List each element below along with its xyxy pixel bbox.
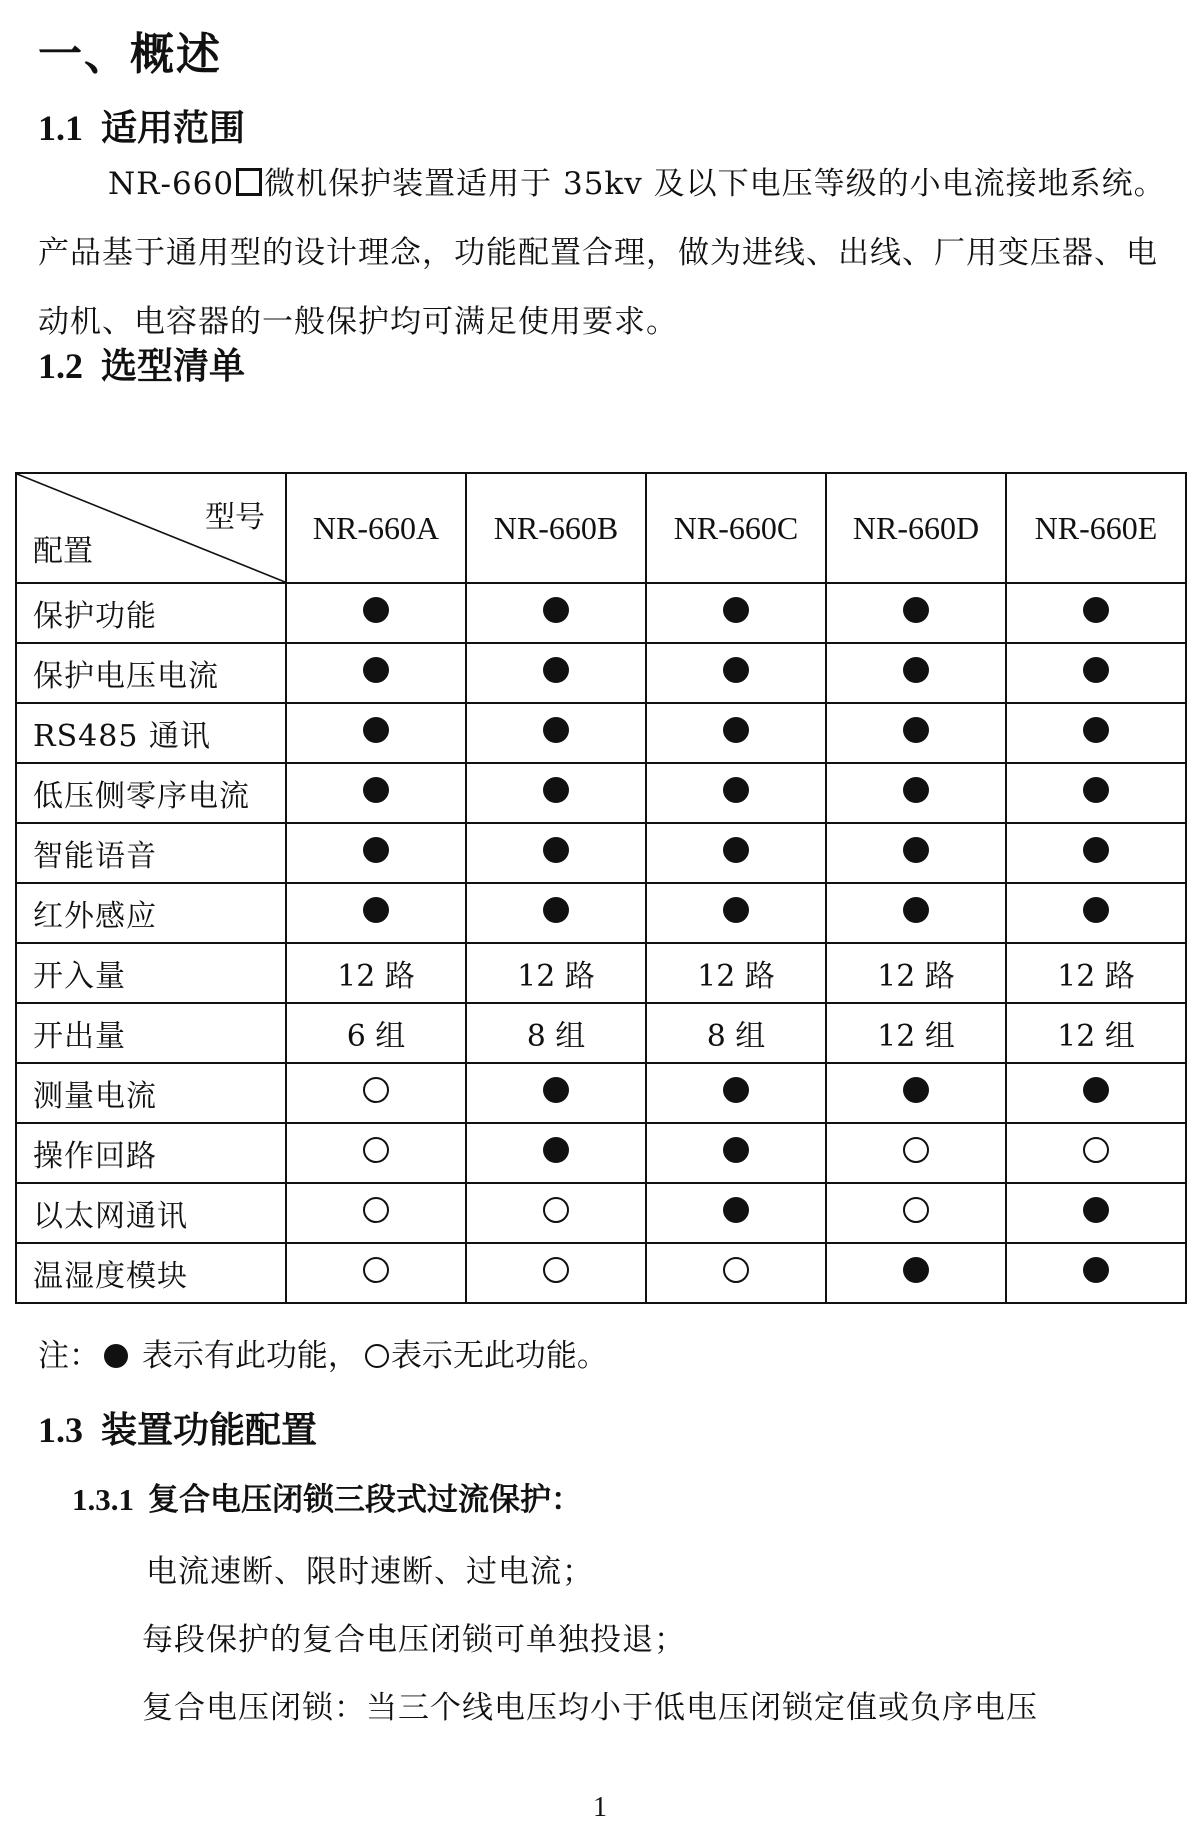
- filled-circle-icon: [903, 777, 929, 803]
- config-label: 开出量: [16, 1003, 286, 1063]
- status-cell: [826, 1123, 1006, 1183]
- status-cell: [1006, 763, 1186, 823]
- subsection-1-3-1-heading: [72, 1474, 582, 1519]
- value-cell: 8 组: [646, 1003, 826, 1063]
- table-row: [16, 643, 1186, 703]
- section-number: 1.1: [38, 108, 83, 148]
- status-cell: [466, 703, 646, 763]
- empty-circle-icon: [363, 1137, 389, 1163]
- table-row: [16, 943, 1186, 1003]
- value-cell: 12 路: [1006, 943, 1186, 1003]
- status-cell: [286, 763, 466, 823]
- body-line: 每段保护的复合电压闭锁可单独投退；: [142, 1622, 686, 1658]
- status-cell: [646, 763, 826, 823]
- status-cell: [466, 1183, 646, 1243]
- filled-circle-icon: [363, 777, 389, 803]
- chapter-title: 一、概述: [38, 29, 222, 80]
- value-cell: 12 组: [1006, 1003, 1186, 1063]
- table-row: [16, 823, 1186, 883]
- section-title: 适用范围: [101, 108, 246, 149]
- section-title: 选型清单: [101, 346, 246, 387]
- filled-circle-icon: [1083, 1197, 1109, 1223]
- note-filled-text: 表示有此功能，: [141, 1338, 359, 1374]
- filled-circle-icon: [363, 837, 389, 863]
- filled-circle-icon: [903, 897, 929, 923]
- table-row: [16, 1063, 1186, 1123]
- section-number: 1.2: [38, 346, 83, 386]
- status-cell: [286, 883, 466, 943]
- value-cell: 12 路: [286, 943, 466, 1003]
- empty-circle-icon: [543, 1197, 569, 1223]
- model-header: NR-660D: [826, 473, 1006, 583]
- config-label: 低压侧零序电流: [16, 763, 286, 823]
- status-cell: [646, 1243, 826, 1303]
- filled-circle-icon: [543, 1077, 569, 1103]
- filled-circle-icon: [1083, 657, 1109, 683]
- note-empty-text: 表示无此功能。: [390, 1338, 608, 1374]
- table-header-row: [16, 473, 1186, 583]
- empty-circle-icon: [365, 1344, 389, 1368]
- section-number: 1.3: [38, 1410, 83, 1450]
- status-cell: [826, 1063, 1006, 1123]
- filled-circle-icon: [903, 597, 929, 623]
- subsection-title: 复合电压闭锁三段式过流保护：: [148, 1482, 582, 1518]
- body-line: 复合电压闭锁：当三个线电压均小于低电压闭锁定值或负序电压: [142, 1690, 1038, 1726]
- status-cell: [826, 823, 1006, 883]
- status-cell: [646, 1183, 826, 1243]
- config-label: 测量电流: [16, 1063, 286, 1123]
- status-cell: [646, 703, 826, 763]
- filled-circle-icon: [363, 597, 389, 623]
- empty-circle-icon: [543, 1257, 569, 1283]
- status-cell: [286, 1063, 466, 1123]
- empty-circle-icon: [363, 1197, 389, 1223]
- status-cell: [646, 823, 826, 883]
- status-cell: [1006, 1183, 1186, 1243]
- selection-table: [15, 472, 1187, 1304]
- empty-circle-icon: [363, 1077, 389, 1103]
- value-cell: 12 路: [466, 943, 646, 1003]
- scope-text: 微机保护装置适用于 35kv 及以下电压等级的小电流接地系统。产品基于通用型的设计理念，功能配置合理，做为进线、出线、厂用变压器、电动机、电容器的一般保护均可满足使用要求。: [38, 166, 1166, 340]
- filled-circle-icon: [723, 837, 749, 863]
- subsection-number: 1.3.1: [72, 1482, 134, 1517]
- table-row: [16, 1243, 1186, 1303]
- status-cell: [1006, 823, 1186, 883]
- note-prefix: 注：: [38, 1338, 100, 1374]
- filled-circle-icon: [723, 1077, 749, 1103]
- empty-circle-icon: [723, 1257, 749, 1283]
- model-header: NR-660E: [1006, 473, 1186, 583]
- table-row: [16, 1003, 1186, 1063]
- status-cell: [646, 643, 826, 703]
- config-label: 温湿度模块: [16, 1243, 286, 1303]
- config-label: 保护电压电流: [16, 643, 286, 703]
- status-cell: [826, 643, 1006, 703]
- filled-circle-icon: [1083, 897, 1109, 923]
- filled-circle-icon: [543, 777, 569, 803]
- filled-circle-icon: [543, 717, 569, 743]
- filled-circle-icon: [723, 657, 749, 683]
- filled-circle-icon: [363, 897, 389, 923]
- filled-circle-icon: [723, 597, 749, 623]
- table-row: [16, 583, 1186, 643]
- filled-circle-icon: [903, 1257, 929, 1283]
- model-prefix: NR-660: [108, 166, 235, 202]
- status-cell: [1006, 703, 1186, 763]
- status-cell: [826, 763, 1006, 823]
- model-header: NR-660C: [646, 473, 826, 583]
- filled-circle-icon: [543, 1137, 569, 1163]
- value-cell: 8 组: [466, 1003, 646, 1063]
- filled-circle-icon: [723, 897, 749, 923]
- status-cell: [286, 1243, 466, 1303]
- status-cell: [466, 1123, 646, 1183]
- filled-circle-icon: [1083, 717, 1109, 743]
- config-axis-label: 配置: [33, 535, 93, 568]
- filled-circle-icon: [723, 1137, 749, 1163]
- table-row: [16, 1183, 1186, 1243]
- filled-circle-icon: [1083, 597, 1109, 623]
- placeholder-box-icon: [236, 168, 262, 196]
- section-1-2-heading: [38, 338, 245, 389]
- filled-circle-icon: [363, 657, 389, 683]
- status-cell: [646, 583, 826, 643]
- model-axis-label: 型号: [205, 501, 265, 534]
- empty-circle-icon: [1083, 1137, 1109, 1163]
- status-cell: [286, 1183, 466, 1243]
- model-header: NR-660A: [286, 473, 466, 583]
- status-cell: [646, 1063, 826, 1123]
- filled-circle-icon: [543, 657, 569, 683]
- config-label: 红外感应: [16, 883, 286, 943]
- status-cell: [826, 883, 1006, 943]
- status-cell: [286, 703, 466, 763]
- status-cell: [826, 1183, 1006, 1243]
- status-cell: [466, 583, 646, 643]
- value-cell: 12 路: [826, 943, 1006, 1003]
- filled-circle-icon: [723, 717, 749, 743]
- scope-paragraph: [38, 150, 1168, 357]
- status-cell: [466, 1063, 646, 1123]
- status-cell: [466, 1243, 646, 1303]
- status-cell: [466, 643, 646, 703]
- corner-header-cell: [16, 473, 286, 583]
- table-row: [16, 703, 1186, 763]
- value-cell: 12 路: [646, 943, 826, 1003]
- empty-circle-icon: [903, 1137, 929, 1163]
- filled-circle-icon: [543, 897, 569, 923]
- status-cell: [1006, 1123, 1186, 1183]
- table-row: [16, 763, 1186, 823]
- filled-circle-icon: [1083, 1257, 1109, 1283]
- section-title: 装置功能配置: [101, 1410, 318, 1451]
- status-cell: [826, 703, 1006, 763]
- filled-circle-icon: [543, 837, 569, 863]
- section-1-3-heading: [38, 1402, 317, 1453]
- config-label: 保护功能: [16, 583, 286, 643]
- status-cell: [466, 883, 646, 943]
- status-cell: [286, 823, 466, 883]
- filled-circle-icon: [903, 837, 929, 863]
- status-cell: [1006, 583, 1186, 643]
- table-row: [16, 1123, 1186, 1183]
- body-line: 电流速断、限时速断、过电流；: [146, 1554, 594, 1590]
- config-label: 操作回路: [16, 1123, 286, 1183]
- status-cell: [826, 1243, 1006, 1303]
- value-cell: 12 组: [826, 1003, 1006, 1063]
- section-1-1-heading: [38, 100, 245, 151]
- config-label: 开入量: [16, 943, 286, 1003]
- status-cell: [286, 643, 466, 703]
- filled-circle-icon: [543, 597, 569, 623]
- status-cell: [1006, 1063, 1186, 1123]
- empty-circle-icon: [363, 1257, 389, 1283]
- status-cell: [826, 583, 1006, 643]
- status-cell: [466, 763, 646, 823]
- filled-circle-icon: [903, 657, 929, 683]
- config-label: RS485 通讯: [16, 703, 286, 763]
- filled-circle-icon: [903, 717, 929, 743]
- filled-circle-icon: [723, 1197, 749, 1223]
- status-cell: [286, 583, 466, 643]
- status-cell: [1006, 1243, 1186, 1303]
- filled-circle-icon: [104, 1344, 128, 1368]
- value-cell: 6 组: [286, 1003, 466, 1063]
- status-cell: [1006, 883, 1186, 943]
- status-cell: [646, 1123, 826, 1183]
- table-row: [16, 883, 1186, 943]
- status-cell: [466, 823, 646, 883]
- model-header: NR-660B: [466, 473, 646, 583]
- filled-circle-icon: [363, 717, 389, 743]
- filled-circle-icon: [723, 777, 749, 803]
- status-cell: [646, 883, 826, 943]
- filled-circle-icon: [1083, 777, 1109, 803]
- filled-circle-icon: [903, 1077, 929, 1103]
- config-label: 以太网通讯: [16, 1183, 286, 1243]
- page-number: 1: [593, 1792, 607, 1823]
- filled-circle-icon: [1083, 837, 1109, 863]
- filled-circle-icon: [1083, 1077, 1109, 1103]
- status-cell: [1006, 643, 1186, 703]
- empty-circle-icon: [903, 1197, 929, 1223]
- table-note: [38, 1330, 608, 1375]
- config-label: 智能语音: [16, 823, 286, 883]
- status-cell: [286, 1123, 466, 1183]
